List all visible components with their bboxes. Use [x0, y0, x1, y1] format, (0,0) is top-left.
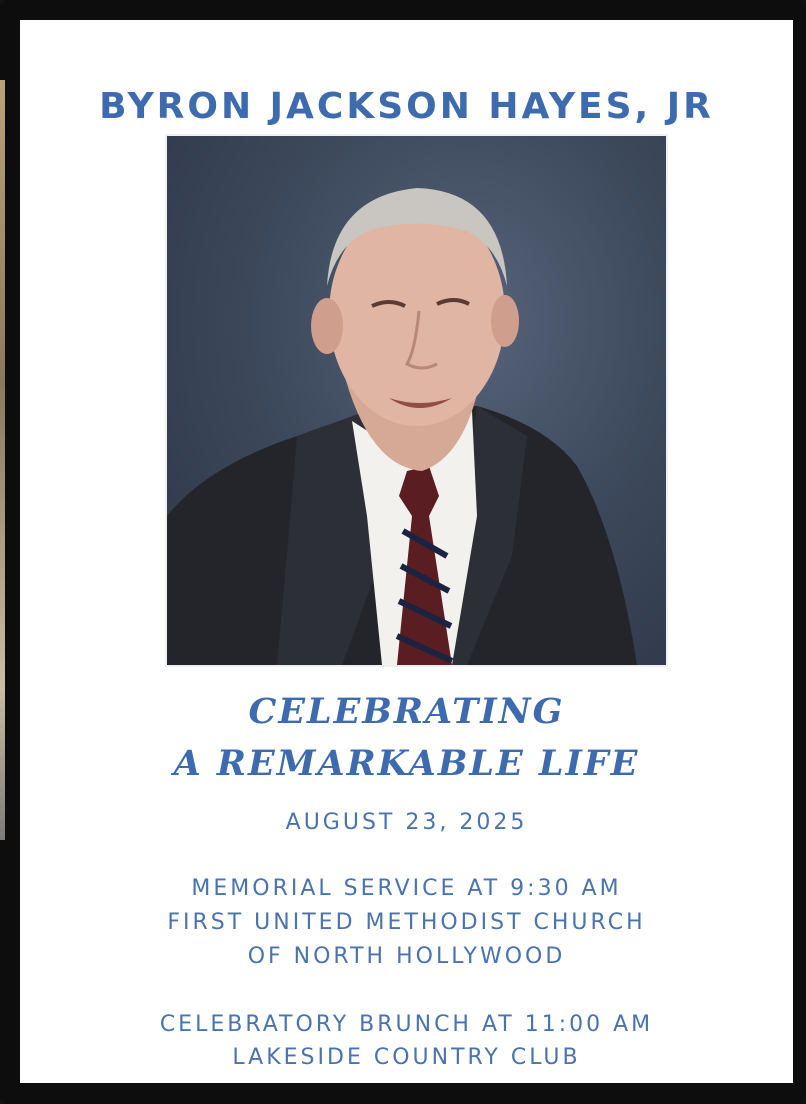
- service-line-3: OF NORTH HOLLYWOOD: [247, 944, 566, 969]
- service-line-1: MEMORIAL SERVICE AT 9:30 AM: [191, 876, 622, 901]
- brunch-line-1: CELEBRATORY BRUNCH AT 11:00 AM: [159, 1012, 654, 1037]
- brunch-line-2: LAKESIDE COUNTRY CLUB: [232, 1045, 581, 1070]
- deceased-name: BYRON JACKSON HAYES, JR: [99, 86, 714, 127]
- tagline-line-1: CELEBRATING: [248, 691, 565, 732]
- event-date: AUGUST 23, 2025: [285, 810, 528, 835]
- background-strip: [0, 80, 5, 840]
- service-line-2: FIRST UNITED METHODIST CHURCH: [167, 910, 646, 935]
- memorial-card: [20, 20, 793, 1083]
- tagline-line-2: A REMARKABLE LIFE: [173, 743, 640, 784]
- portrait-photo: [165, 134, 668, 667]
